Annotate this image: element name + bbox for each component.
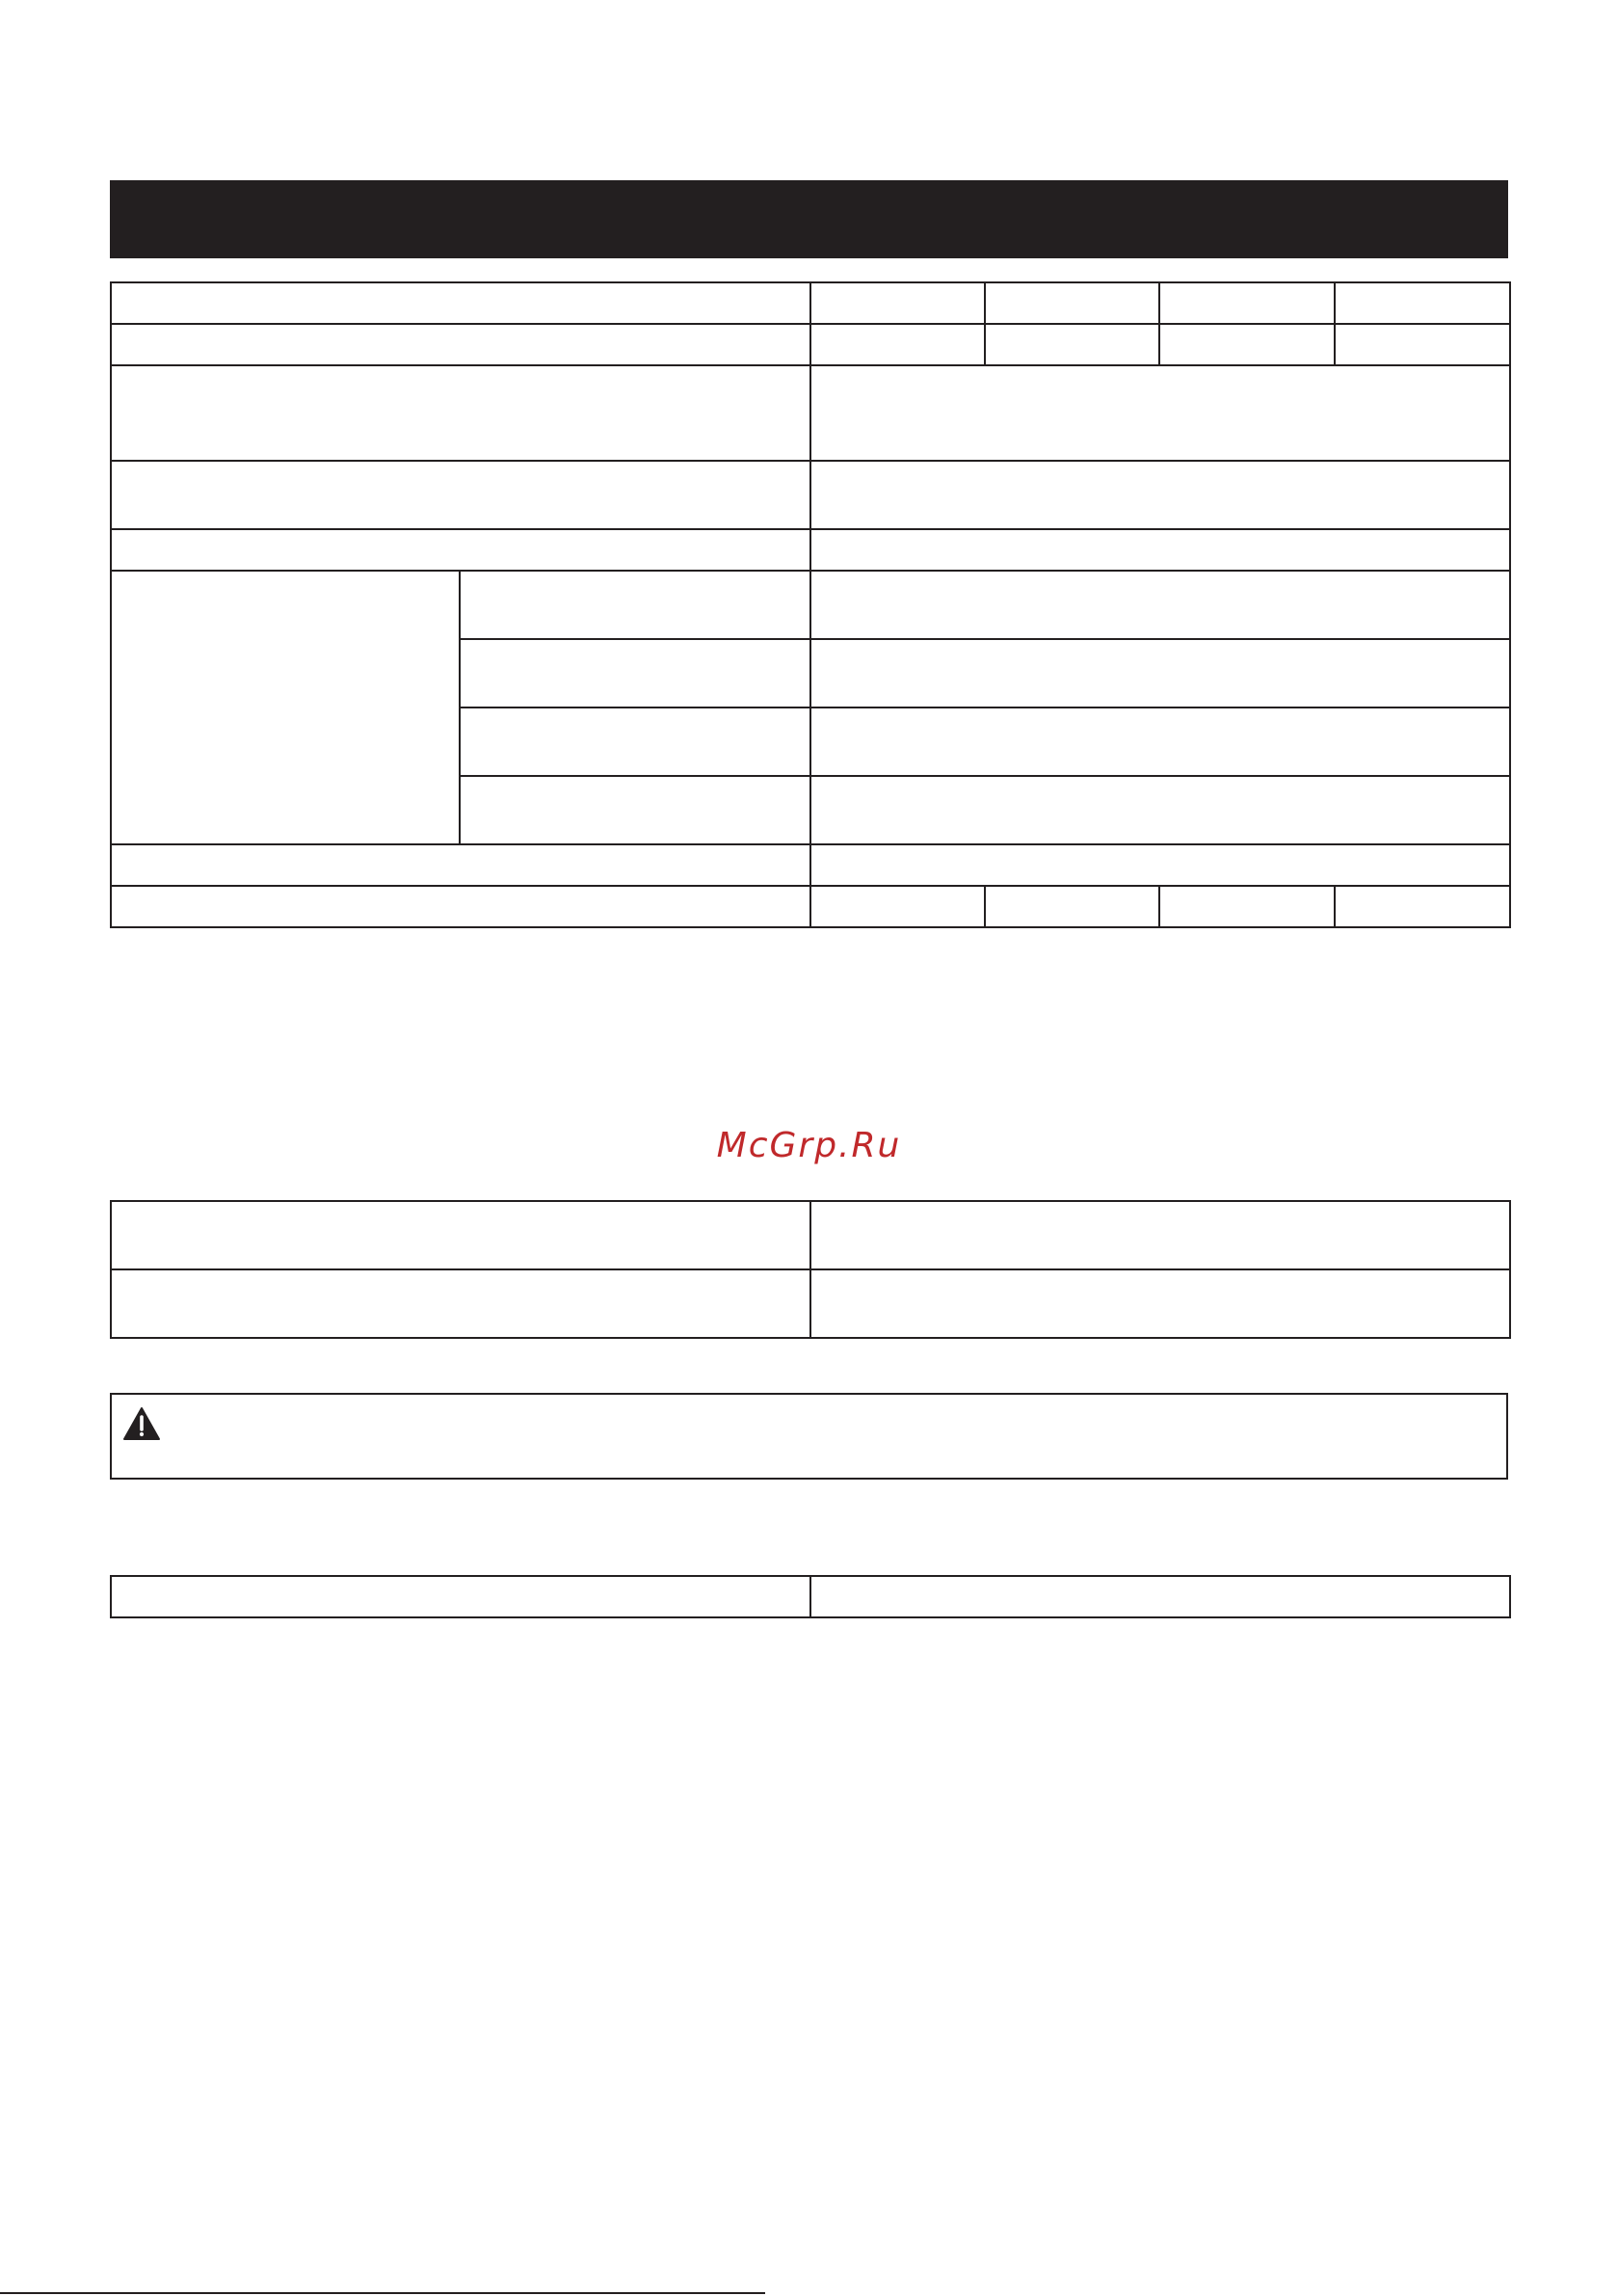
table-row [111, 844, 1510, 886]
table-cell [1335, 324, 1510, 365]
table-cell [810, 1269, 1510, 1338]
table-row [111, 529, 1510, 571]
table-cell [1159, 886, 1335, 927]
table-row [111, 282, 1510, 324]
table-cell [810, 1576, 1510, 1617]
table-cell [985, 282, 1159, 324]
table-cell [111, 529, 810, 571]
table-cell [810, 529, 1510, 571]
table-cell [460, 571, 810, 639]
table-cell [1335, 282, 1510, 324]
table-cell [810, 886, 985, 927]
table-cell [111, 844, 810, 886]
table-cell [810, 1201, 1510, 1269]
table-row [111, 1269, 1510, 1338]
table-cell [460, 776, 810, 844]
table-cell [810, 707, 1510, 776]
table-cell [1159, 324, 1335, 365]
table-cell [111, 1576, 810, 1617]
table-row [111, 571, 1510, 639]
table-cell [810, 639, 1510, 707]
table-cell [111, 886, 810, 927]
table-cell [810, 324, 985, 365]
section-header-bar [110, 180, 1508, 258]
table-cell [810, 776, 1510, 844]
table-cell [111, 365, 810, 461]
table-row [111, 1201, 1510, 1269]
table-cell [1335, 886, 1510, 927]
warning-box [110, 1393, 1508, 1480]
info-table [110, 1200, 1511, 1339]
table-cell [985, 886, 1159, 927]
table-cell [810, 461, 1510, 529]
footer-rule [0, 2292, 765, 2294]
table-cell [810, 571, 1510, 639]
table-cell [111, 282, 810, 324]
table-row [111, 1576, 1510, 1617]
table-cell [111, 571, 460, 844]
table-cell [985, 324, 1159, 365]
table-cell [111, 1201, 810, 1269]
table-row [111, 365, 1510, 461]
table-row [111, 461, 1510, 529]
table-cell [111, 461, 810, 529]
warning-triangle-icon [122, 1406, 161, 1441]
table-row [111, 886, 1510, 927]
specifications-table [110, 281, 1511, 928]
table-cell [810, 844, 1510, 886]
table-cell [460, 639, 810, 707]
watermark-text: McGrp.Ru [716, 1126, 902, 1165]
table-row [111, 324, 1510, 365]
bottom-table [110, 1575, 1511, 1618]
table-cell [111, 1269, 810, 1338]
table-cell [810, 365, 1510, 461]
table-cell [111, 324, 810, 365]
table-cell [460, 707, 810, 776]
table-cell [1159, 282, 1335, 324]
table-cell [810, 282, 985, 324]
